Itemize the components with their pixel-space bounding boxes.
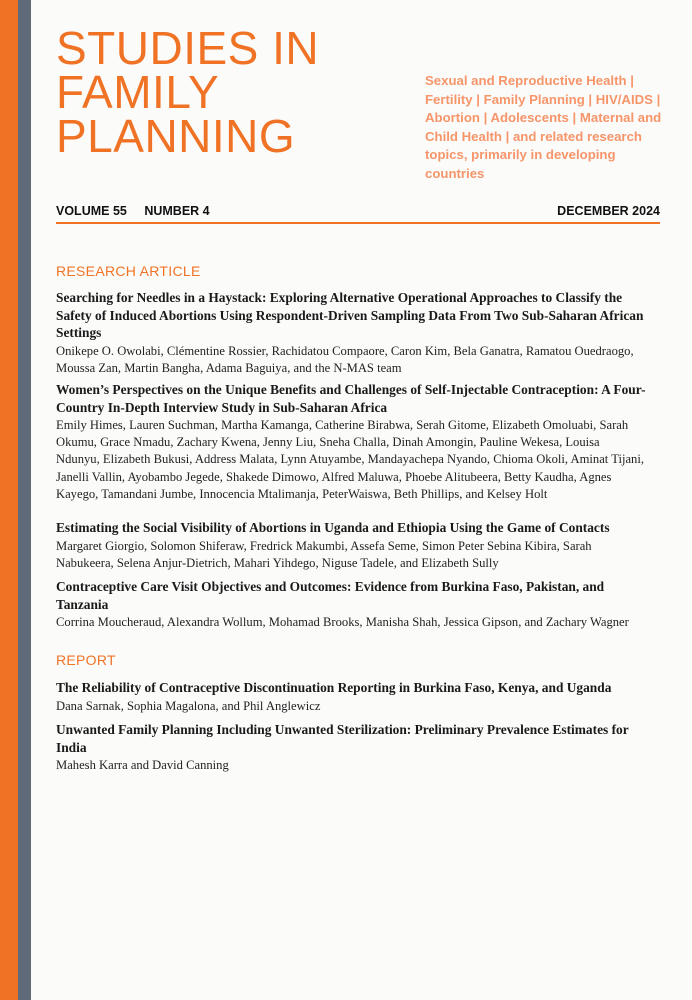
section-report: REPORT [56,652,116,668]
article-authors: Onikepe O. Owolabi, Clémentine Rossier, Rachidatou Compaore, Caron Kim, Bela Ganatra, Ramatou Ouedraogo, Moussa Zan, Martin Bangha, Adama Baguiya, and the N-MAS team [56,343,634,375]
article-4 [56,578,646,631]
article-authors: Margaret Giorgio, Solomon Shiferaw, Fredrick Makumbi, Assefa Seme, Simon Peter Sebina Kibira, Sarah Nabukeera, Selena Anjur-Dietrich, Mahari Yihdego, Niguse Tadele, and Elizabeth Sully [56,538,592,570]
article-1 [56,289,646,377]
left-gray-band [18,0,31,1000]
issue-info [56,204,660,218]
header-rule [56,222,660,224]
journal-title [56,22,320,162]
journal-title-line-3: PLANNING [56,110,296,162]
section-research-article: RESEARCH ARTICLE [56,263,201,279]
article-title: The Reliability of Contraceptive Discontinuation Reporting in Burkina Faso, Kenya, and Uganda [56,680,612,695]
article-authors: Corrina Moucheraud, Alexandra Wollum, Mohamad Brooks, Manisha Shah, Jessica Gipson, and Zachary Wagner [56,615,629,629]
article-2 [56,381,646,503]
article-3 [56,519,646,572]
article-title: Estimating the Social Visibility of Abortions in Uganda and Ethiopia Using the Game of Contacts [56,520,610,535]
journal-topics: Sexual and Reproductive Health | Fertility | Family Planning | HIV/AIDS | Abortion | Adolescents | Maternal and Child Health | and related research topics, primarily in developing countries [425,73,662,181]
number-label: NUMBER 4 [144,204,210,218]
journal-title-line-1: STUDIES IN [56,22,320,74]
article-title: Searching for Needles in a Haystack: Exploring Alternative Operational Approaches to Classify the Safety of Induced Abortions Using Respondent-Driven Sampling Data From Two Sub-Saharan African Settings [56,290,644,340]
left-orange-band [0,0,18,1000]
article-5 [56,679,646,715]
issue-date: DECEMBER 2024 [557,204,660,218]
journal-title-line-2: FAMILY [56,66,220,118]
article-6 [56,721,646,774]
article-title: Unwanted Family Planning Including Unwanted Sterilization: Preliminary Prevalence Estimates for India [56,722,629,755]
article-authors: Mahesh Karra and David Canning [56,758,229,772]
article-authors: Emily Himes, Lauren Suchman, Martha Kamanga, Catherine Birabwa, Serah Gitome, Elizabeth Omoluabi, Sarah Okumu, Grace Nmadu, Zachary Kwena, Jenny Liu, Sneha Challa, Dinah Amongin, Pauline Wekesa, Louisa Ndunyu, Elizabeth Bukusi, Address Malata, Lynn Atuyambe, Mandayachepa Nyando, Chioma Okoli, Aminat Tijani, Janelli Vallin, Ayobambo Jegede, Shakede Dimowo, Alfred Maluwa, Phoebe Alitubeera, Betty Kaudha, Agnes Kayego, Tamandani Jumbe, Innocencia Mtalimanja, PeterWaiswa, Beth Phillips, and Kelsey Holt [56,418,644,501]
volume-label: VOLUME 55 [56,204,127,218]
article-title: Contraceptive Care Visit Objectives and Outcomes: Evidence from Burkina Faso, Pakistan, and Tanzania [56,579,605,612]
article-authors: Dana Sarnak, Sophia Magalona, and Phil Anglewicz [56,698,321,713]
article-title: Women’s Perspectives on the Unique Benefits and Challenges of Self-Injectable Contraception: A Four-Country In-Depth Interview Study in Sub-Saharan Africa [56,382,646,415]
